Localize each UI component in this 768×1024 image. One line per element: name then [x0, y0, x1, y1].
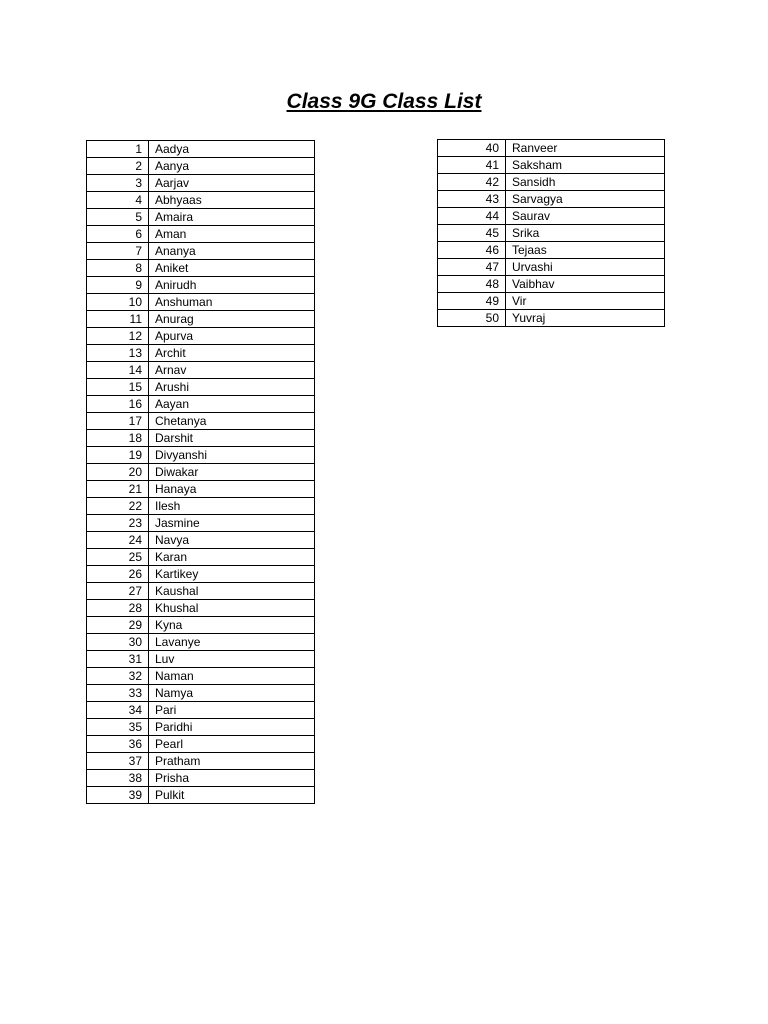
student-name: Aayan [149, 396, 315, 413]
student-number: 13 [87, 345, 149, 362]
student-name: Apurva [149, 328, 315, 345]
table-row [87, 770, 315, 787]
student-number: 42 [438, 174, 506, 191]
table-row [87, 430, 315, 447]
student-name: Ilesh [149, 498, 315, 515]
student-number: 37 [87, 753, 149, 770]
student-name: Aarjav [149, 175, 315, 192]
student-number: 30 [87, 634, 149, 651]
student-name: Divyanshi [149, 447, 315, 464]
table-row [438, 208, 665, 225]
student-name: Pari [149, 702, 315, 719]
table-row [87, 277, 315, 294]
table-row [438, 191, 665, 208]
student-number: 5 [87, 209, 149, 226]
student-number: 36 [87, 736, 149, 753]
student-number: 15 [87, 379, 149, 396]
student-name: Diwakar [149, 464, 315, 481]
student-number: 39 [87, 787, 149, 804]
student-name: Vaibhav [506, 276, 665, 293]
student-number: 28 [87, 600, 149, 617]
student-name: Karan [149, 549, 315, 566]
student-number: 48 [438, 276, 506, 293]
student-name: Kyna [149, 617, 315, 634]
table-row [438, 157, 665, 174]
table-row [87, 209, 315, 226]
student-number: 27 [87, 583, 149, 600]
student-number: 50 [438, 310, 506, 327]
student-name: Pratham [149, 753, 315, 770]
student-number: 19 [87, 447, 149, 464]
student-name: Ranveer [506, 140, 665, 157]
student-number: 17 [87, 413, 149, 430]
student-name: Jasmine [149, 515, 315, 532]
student-name: Pulkit [149, 787, 315, 804]
table-row [87, 311, 315, 328]
student-number: 24 [87, 532, 149, 549]
student-name: Aniket [149, 260, 315, 277]
student-name: Aadya [149, 141, 315, 158]
student-name: Anshuman [149, 294, 315, 311]
table-row [87, 515, 315, 532]
student-name: Amaira [149, 209, 315, 226]
student-number: 1 [87, 141, 149, 158]
table-row [438, 242, 665, 259]
student-number: 18 [87, 430, 149, 447]
table-row [87, 175, 315, 192]
student-number: 40 [438, 140, 506, 157]
student-number: 2 [87, 158, 149, 175]
table-row [438, 276, 665, 293]
student-name: Saurav [506, 208, 665, 225]
student-name: Vir [506, 293, 665, 310]
table-row [87, 736, 315, 753]
student-number: 32 [87, 668, 149, 685]
student-number: 22 [87, 498, 149, 515]
student-number: 43 [438, 191, 506, 208]
student-number: 21 [87, 481, 149, 498]
student-number: 7 [87, 243, 149, 260]
table-row [87, 294, 315, 311]
table-row [87, 719, 315, 736]
table-row [87, 549, 315, 566]
student-name: Prisha [149, 770, 315, 787]
student-number: 12 [87, 328, 149, 345]
table-row [87, 787, 315, 804]
student-name: Kartikey [149, 566, 315, 583]
student-number: 49 [438, 293, 506, 310]
student-name: Luv [149, 651, 315, 668]
student-name: Naman [149, 668, 315, 685]
table-row [87, 481, 315, 498]
table-row [87, 226, 315, 243]
student-name: Anurag [149, 311, 315, 328]
table-row [87, 243, 315, 260]
table-row [87, 396, 315, 413]
student-name: Pearl [149, 736, 315, 753]
table-row [87, 583, 315, 600]
class-list-table-left-body [87, 141, 315, 804]
student-number: 25 [87, 549, 149, 566]
table-row [438, 310, 665, 327]
student-name: Aanya [149, 158, 315, 175]
table-row [438, 259, 665, 276]
table-row [87, 532, 315, 549]
table-row [87, 379, 315, 396]
student-name: Ananya [149, 243, 315, 260]
table-row [87, 753, 315, 770]
student-name: Urvashi [506, 259, 665, 276]
class-list-table-right-body [438, 140, 665, 327]
table-row [87, 447, 315, 464]
table-row [87, 362, 315, 379]
student-name: Aman [149, 226, 315, 243]
table-row [87, 702, 315, 719]
class-list-table-left [86, 140, 315, 804]
student-name: Kaushal [149, 583, 315, 600]
student-name: Hanaya [149, 481, 315, 498]
table-row [87, 158, 315, 175]
student-name: Arnav [149, 362, 315, 379]
table-row [87, 260, 315, 277]
student-number: 14 [87, 362, 149, 379]
student-number: 20 [87, 464, 149, 481]
student-number: 4 [87, 192, 149, 209]
student-name: Sarvagya [506, 191, 665, 208]
table-row [438, 225, 665, 242]
table-row [87, 668, 315, 685]
student-number: 8 [87, 260, 149, 277]
student-number: 46 [438, 242, 506, 259]
student-number: 45 [438, 225, 506, 242]
student-name: Chetanya [149, 413, 315, 430]
table-row [87, 498, 315, 515]
student-number: 29 [87, 617, 149, 634]
student-number: 35 [87, 719, 149, 736]
student-number: 47 [438, 259, 506, 276]
student-number: 11 [87, 311, 149, 328]
student-name: Khushal [149, 600, 315, 617]
table-row [87, 192, 315, 209]
table-row [438, 140, 665, 157]
student-name: Tejaas [506, 242, 665, 259]
table-row [87, 464, 315, 481]
student-number: 34 [87, 702, 149, 719]
table-row [87, 566, 315, 583]
student-number: 41 [438, 157, 506, 174]
class-list-table-right [437, 139, 665, 327]
student-number: 9 [87, 277, 149, 294]
table-row [87, 617, 315, 634]
student-name: Sansidh [506, 174, 665, 191]
student-name: Arushi [149, 379, 315, 396]
table-row [438, 174, 665, 191]
student-name: Saksham [506, 157, 665, 174]
table-row [87, 141, 315, 158]
student-number: 26 [87, 566, 149, 583]
student-name: Navya [149, 532, 315, 549]
student-number: 33 [87, 685, 149, 702]
student-number: 38 [87, 770, 149, 787]
table-row [87, 413, 315, 430]
student-name: Paridhi [149, 719, 315, 736]
table-row [87, 345, 315, 362]
student-name: Yuvraj [506, 310, 665, 327]
table-row [87, 634, 315, 651]
student-number: 10 [87, 294, 149, 311]
student-number: 23 [87, 515, 149, 532]
student-number: 6 [87, 226, 149, 243]
student-number: 3 [87, 175, 149, 192]
student-number: 16 [87, 396, 149, 413]
student-name: Archit [149, 345, 315, 362]
table-row [438, 293, 665, 310]
page-title: Class 9G Class List [286, 90, 482, 113]
table-row [87, 685, 315, 702]
table-row [87, 328, 315, 345]
student-number: 44 [438, 208, 506, 225]
student-number: 31 [87, 651, 149, 668]
student-name: Darshit [149, 430, 315, 447]
student-name: Lavanye [149, 634, 315, 651]
table-row [87, 651, 315, 668]
student-name: Namya [149, 685, 315, 702]
table-row [87, 600, 315, 617]
student-name: Anirudh [149, 277, 315, 294]
student-name: Abhyaas [149, 192, 315, 209]
student-name: Srika [506, 225, 665, 242]
